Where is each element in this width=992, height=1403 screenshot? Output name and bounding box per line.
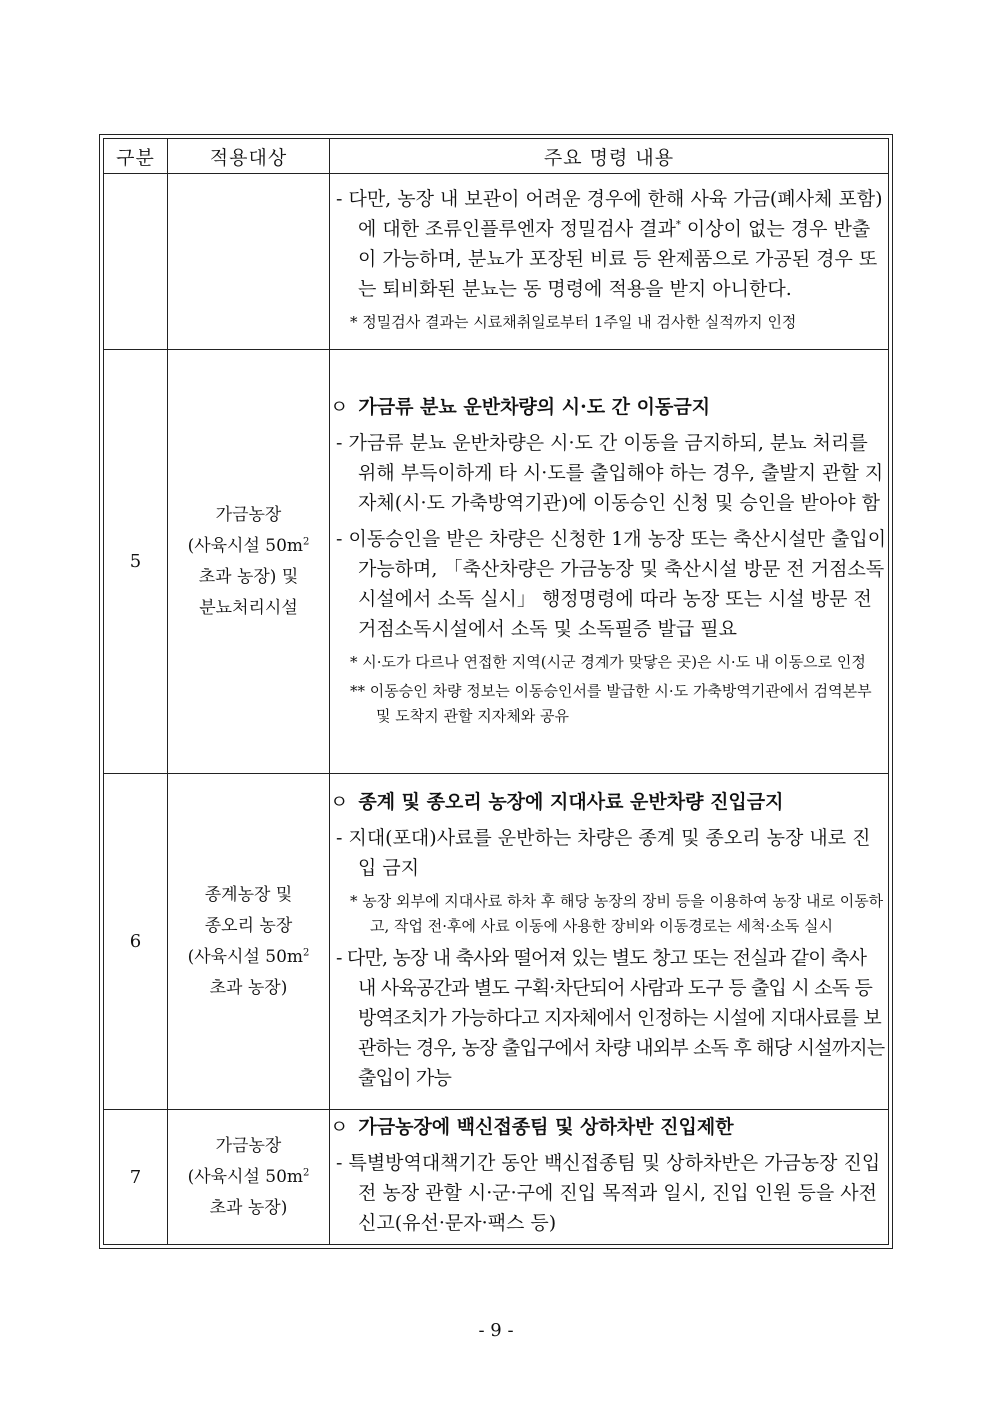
row-number: 5: [104, 350, 168, 774]
row-number-cell: [104, 174, 168, 350]
target-line: 분뇨처리시설: [199, 597, 298, 618]
content-paragraph: - 가금류 분뇨 운반차량은 시·도 간 이동을 금지하되, 분뇨 처리를 위해 부득이하게 타 시·도를 출입해야 하는 경우, 출발지 관할 지자체(시·도 가축방역기관)에 이동승인 신청 및 승인을 받아야 함: [336, 432, 884, 514]
content-cell: [330, 774, 889, 1110]
row-number: 7: [104, 1110, 168, 1245]
table-row-7: [104, 1110, 889, 1245]
target-line: 초과 농장) 및: [198, 566, 299, 587]
circle-bullet-icon: ㅇ: [330, 790, 349, 813]
target-cell: [168, 1110, 330, 1245]
target-line: 초과 농장): [209, 977, 288, 998]
regulation-table: [103, 138, 889, 1245]
section-heading: ㅇ 가금농장에 백신접종팀 및 상하차반 진입제한: [330, 1116, 734, 1138]
content-paragraph: - 다만, 농장 내 축사와 떨어져 있는 별도 창고 또는 전실과 같이 축사 내 사육공간과 별도 구획·차단되어 사람과 도구 등 출입 시 소독 등 방역조치가 가능하다고 지자체에서 인정하는 시설에 지대사료를 보관하는 경우, 농장 출입구에서 차량 내외부 소독 후 해당 시설까지는 출입이 가능: [336, 946, 885, 1089]
row-target-cell: [168, 174, 330, 350]
table-row-continued: [104, 174, 889, 350]
header-category: 구분: [104, 139, 168, 174]
target-line: 초과 농장): [209, 1197, 288, 1218]
target-cell: [168, 774, 330, 1110]
footnote: * 농장 외부에 지대사료 하차 후 해당 농장의 장비 등을 이용하여 농장 내로 이동하고, 작업 전·후에 사료 이동에 사용한 장비와 이동경로는 세척·소독 실시: [350, 891, 884, 935]
target-line: 가금농장: [215, 1135, 282, 1156]
page-number: - 9 -: [478, 1320, 514, 1341]
footnote: * 정밀검사 결과는 시료채취일로부터 1주일 내 검사한 실적까지 인정: [350, 313, 797, 331]
target-line: 종오리 농장: [204, 915, 293, 936]
row-number: 6: [104, 774, 168, 1110]
footnote: * 시·도가 다르나 연접한 지역(시군 경계가 맞닿은 곳)은 시·도 내 이동으로 인정: [350, 653, 866, 671]
content-paragraph: - 다만, 농장 내 보관이 어려운 경우에 한해 사육 가금(폐사체 포함)에 대한 조류인플루엔자 정밀검사 결과* 이상이 없는 경우 반출이 가능하며, 분뇨가 포장된 비료 등 완제품으로 가공된 경우 또는 퇴비화된 분뇨는 동 명령에 적용을 받지 아니한다.: [336, 188, 883, 300]
header-content: 주요 명령 내용: [330, 139, 889, 174]
target-cell: [168, 350, 330, 774]
target-line: 가금농장: [215, 504, 282, 525]
target-line: (사육시설 $50m^2$: [187, 535, 310, 556]
circle-bullet-icon: ㅇ: [330, 396, 349, 418]
row-content-cell: [330, 174, 889, 350]
table-row-6: [104, 774, 889, 1110]
table-row-5: [104, 350, 889, 774]
target-line: (사육시설 $50m^2$: [187, 1166, 310, 1187]
header-target: 적용대상: [168, 139, 330, 174]
section-heading: ㅇ 가금류 분뇨 운반차량의 시·도 간 이동금지: [330, 396, 711, 418]
content-cell: [330, 1110, 889, 1245]
content-paragraph: - 이동승인을 받은 차량은 신청한 1개 농장 또는 축산시설만 출입이 가능하며, 「축산차량은 가금농장 및 축산시설 방문 전 거점소독시설에서 소독 실시」 행정명령에 따라 농장 또는 시설 방문 전 거점소독시설에서 소독 및 소독필증 발급 필요: [336, 528, 887, 640]
content-paragraph: - 지대(포대)사료를 운반하는 차량은 종계 및 종오리 농장 내로 진입 금지: [336, 826, 871, 879]
circle-bullet-icon: ㅇ: [330, 1116, 349, 1138]
table-header-row: [104, 139, 889, 174]
content-cell: [330, 350, 889, 774]
footnote: ** 이동승인 차량 정보는 이동승인서를 발급한 시·도 가축방역기관에서 검역본부 및 도착지 관할 지자체와 공유: [350, 682, 872, 725]
target-line: 종계농장 및: [204, 884, 293, 905]
target-line: (사육시설 $50m^2$: [187, 946, 310, 967]
content-paragraph: - 특별방역대책기간 동안 백신접종팀 및 상하차반은 가금농장 진입 전 농장 관할 시·군·구에 진입 목적과 일시, 진입 인원 등을 사전 신고(유선·문자·팩스 등): [336, 1152, 881, 1234]
section-heading: ㅇ 종계 및 종오리 농장에 지대사료 운반차량 진입금지: [330, 790, 784, 813]
